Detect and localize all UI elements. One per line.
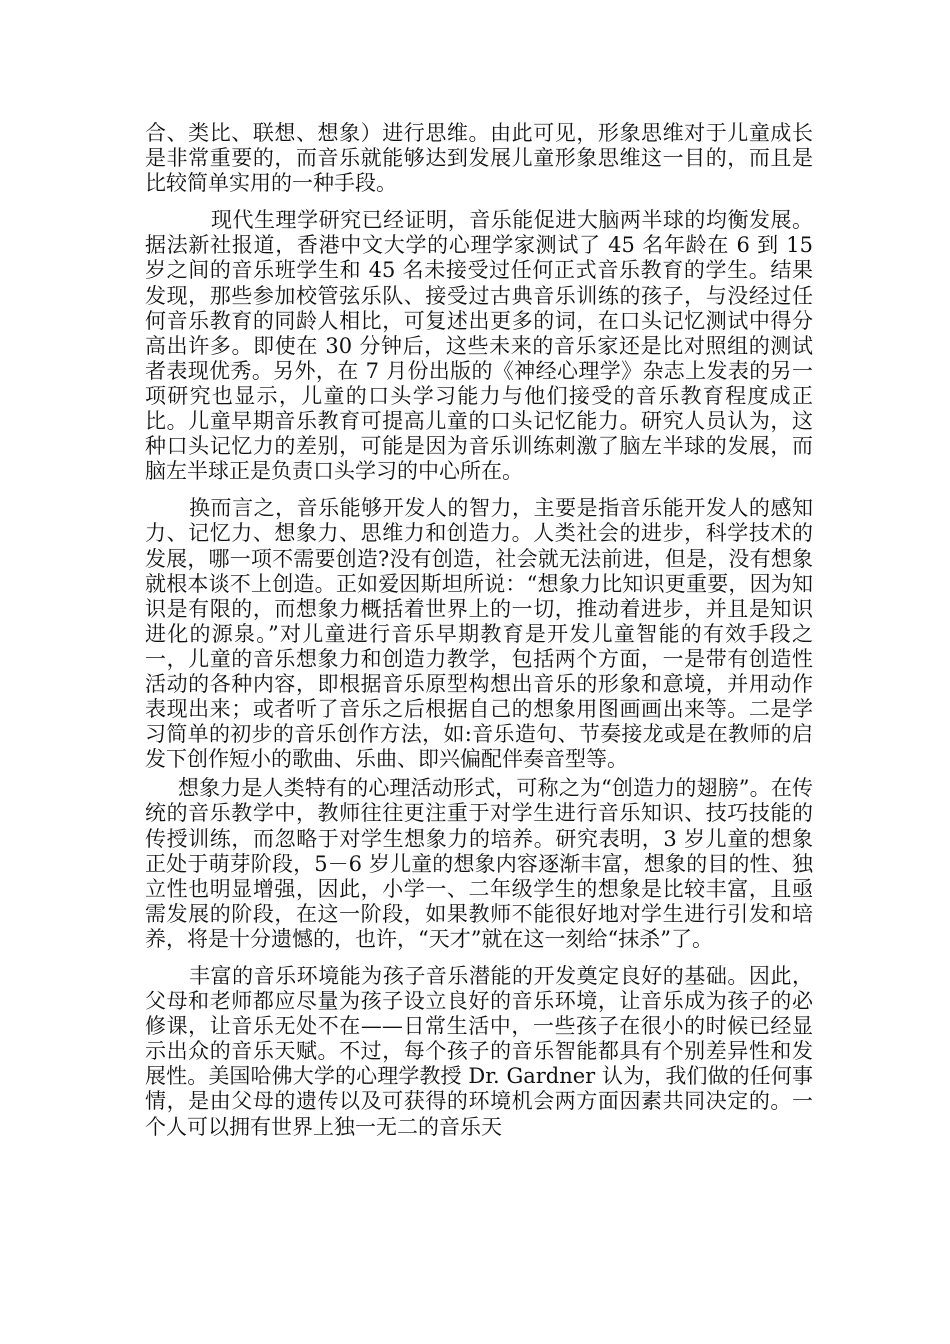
paragraph-1: 合、类比、联想、想象）进行思维。由此可见，形象思维对于儿童成长是非常重要的，而音乐就能够达到发展儿童形象思维这一目的，而且是比较简单实用的一种手段。 — [145, 121, 813, 196]
paragraph-3: 换而言之，音乐能够开发人的智力，主要是指音乐能开发人的感知力、记忆力、想象力、思维力和创造力。人类社会的进步，科学技术的发展，哪一项不需要创造?没有创造，社会就无法前进，但是，没有想象就根本谈不上创造。正如爱因斯坦所说：“想象力比知识更重要，因为知识是有限的，而想象力概括着世界上的一切，推动着进步，并且是知识进化的源泉。”对儿童进行音乐早期教育是开发儿童智能的有效手段之一，儿童的音乐想象力和创造力教学，包括两个方面，一是带有创造性活动的各种内容，即根据音乐原型构想出音乐的形象和意境，并用动作表现出来；或者听了音乐之后根据自己的想象用图画画出来等。二是学习简单的初步的音乐创作方法，如:音乐造句、节奏接龙或是在教师的启发下创作短小的歌曲、乐曲、即兴偏配伴奏音型等。 — [145, 496, 813, 772]
paragraph-5: 丰富的音乐环境能为孩子音乐潜能的开发奠定良好的基础。因此，父母和老师都应尽量为孩子设立良好的音乐环境，让音乐成为孩子的必修课，让音乐无处不在——日常生活中，一些孩子在很小的时候已经显示出众的音乐天赋。不过，每个孩子的音乐智能都具有个别差异性和发展性。美国哈佛大学的心理学教授 Dr. Gardner 认为，我们做的任何事情，是由父母的遗传以及可获得的环境机会两方面因素共同决定的。一个人可以拥有世界上独一无二的音乐天 — [145, 964, 813, 1139]
paragraph-4: 想象力是人类特有的心理活动形式，可称之为“创造力的翅膀”。在传统的音乐教学中，教师往往更注重于对学生进行音乐知识、技巧技能的传授训练，而忽略于对学生想象力的培养。研究表明，3 岁儿童的想象正处于萌芽阶段，5－6 岁儿童的想象内容逐渐丰富，想象的目的性、独立性也明显增强，因此，小学一、二年级学生的想象是比较丰富，且亟需发展的阶段，在这一阶段，如果教师不能很好地对学生进行引发和培养，将是十分遗憾的，也许，“天才”就在这一刻给“抹杀”了。 — [145, 776, 813, 951]
document-page — [145, 121, 813, 1140]
paragraph-2: 现代生理学研究已经证明，音乐能促进大脑两半球的均衡发展。据法新社报道，香港中文大学的心理学家测试了 45 名年龄在 6 到 15 岁之间的音乐班学生和 45 名未接受过任何正式音乐教育的学生。结果发现，那些参加校管弦乐队、接受过古典音乐训练的孩子，与没经过任何音乐教育的同龄人相比，可复述出更多的词，在口头记忆测试中得分高出许多。即使在 30 分钟后，这些未来的音乐家还是比对照组的测试者表现优秀。另外，在 7 月份出版的《神经心理学》杂志上发表的另一项研究也显示，儿童的口头学习能力与他们接受的音乐教育程度成正比。儿童早期音乐教育可提高儿童的口头记忆能力。研究人员认为，这种口头记忆力的差别，可能是因为音乐训练刺激了脑左半球的发展，而脑左半球正是负责口头学习的中心所在。 — [145, 208, 813, 484]
